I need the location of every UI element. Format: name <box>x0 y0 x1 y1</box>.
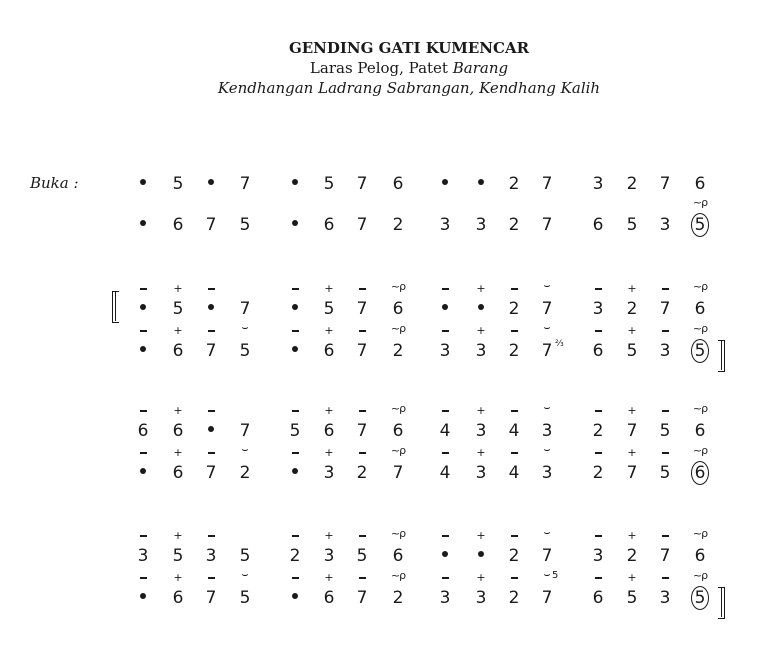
note-value: 5 <box>659 463 671 483</box>
rest-dot-icon <box>292 220 298 226</box>
note-value: 3 <box>592 546 604 566</box>
kempul-mark-icon: + <box>627 529 637 542</box>
kempul-mark-icon: + <box>627 571 637 584</box>
rest-note <box>283 299 307 319</box>
note-value: 3 <box>541 463 553 483</box>
note-value: 2 <box>289 546 301 566</box>
rest-note <box>283 174 307 194</box>
note-value: 3 <box>541 421 553 441</box>
gong-circled-note: 5 <box>691 586 709 610</box>
kempul-mark-icon: + <box>173 571 183 584</box>
kenong-mark-icon <box>131 572 155 584</box>
rest-dot-icon <box>140 220 146 226</box>
note-value: 7 <box>541 588 553 608</box>
kenong-mark-icon <box>433 572 457 584</box>
patet-name: Barang <box>452 59 509 77</box>
rest-note <box>131 341 155 361</box>
note-value: 7 <box>356 588 368 608</box>
note-value: 7 <box>239 299 251 319</box>
notation-row <box>0 158 768 198</box>
note-value: 4 <box>508 421 520 441</box>
kenong-mark-icon <box>586 530 610 542</box>
page-title: GENDING GATI KUMENCAR <box>288 39 530 57</box>
kempul-mark-icon: + <box>476 571 486 584</box>
note-value: 2 <box>508 299 520 319</box>
note-value: 6 <box>172 421 184 441</box>
kempul-mark-icon: + <box>476 324 486 337</box>
note-value: 6 <box>392 421 404 441</box>
note-value: 3 <box>475 421 487 441</box>
kenong-mark-icon <box>653 405 677 417</box>
rest-note <box>469 299 493 319</box>
note-value: 6 <box>323 341 335 361</box>
gong-mark-icon: ~ρ <box>692 322 708 335</box>
kempyang-mark-icon: ⌣ <box>241 321 249 334</box>
kempyang-mark-icon: ⌣ <box>543 321 551 334</box>
kenong-mark-icon <box>350 283 374 295</box>
gong-mark-icon: ~ρ <box>692 527 708 540</box>
gong-mark-icon: ~ρ <box>390 569 406 582</box>
note-value: 5 <box>323 174 335 194</box>
kenong-mark-icon <box>350 530 374 542</box>
note-value: 2 <box>626 299 638 319</box>
gong-mark-icon: ~ρ <box>390 444 406 457</box>
kempyang-mark-icon: ⌣ <box>543 443 551 456</box>
note-value: 6 <box>323 421 335 441</box>
rest-dot-icon <box>208 179 214 185</box>
note-value: 5 <box>239 341 251 361</box>
gong-mark-icon: ~ρ <box>390 402 406 415</box>
note-value: 3 <box>475 341 487 361</box>
buka-label: Buka : <box>30 174 79 192</box>
note-value <box>688 463 712 485</box>
note-value: 6 <box>172 341 184 361</box>
note-value: 7 <box>205 341 217 361</box>
kenong-mark-icon <box>586 283 610 295</box>
note-value: 3 <box>205 546 217 566</box>
note-value: 2 <box>392 588 404 608</box>
note-value: 5 <box>239 588 251 608</box>
rest-dot-icon <box>478 551 484 557</box>
kenong-mark-icon <box>131 405 155 417</box>
note-value: 7 <box>541 215 553 235</box>
rest-note <box>131 174 155 194</box>
note-value: 2 <box>626 546 638 566</box>
note-value: 5 <box>356 546 368 566</box>
kenong-mark-icon <box>283 530 307 542</box>
kenong-mark-icon <box>350 572 374 584</box>
kempyang-mark-icon: ⌣ <box>543 279 551 292</box>
note-value: 3 <box>592 299 604 319</box>
notation-row <box>0 443 768 487</box>
note-value: 3 <box>323 546 335 566</box>
gong-mark-icon: ~ρ <box>692 402 708 415</box>
kempul-mark-icon: + <box>476 446 486 459</box>
note-value: 2 <box>356 463 368 483</box>
note-value: 6 <box>592 588 604 608</box>
laras-patet <box>50 58 768 78</box>
kenong-mark-icon <box>199 572 223 584</box>
header <box>0 38 768 99</box>
kempul-mark-icon: + <box>173 324 183 337</box>
note-value: 3 <box>475 215 487 235</box>
repeat-close-bracket <box>718 340 725 372</box>
kempul-mark-icon: + <box>324 446 334 459</box>
note-value: 6 <box>172 215 184 235</box>
kenong-mark-icon <box>502 572 526 584</box>
note-value: 2 <box>508 174 520 194</box>
rest-dot-icon <box>292 468 298 474</box>
note-value <box>688 341 712 363</box>
kenong-mark-icon <box>653 283 677 295</box>
rest-note <box>433 174 457 194</box>
kenong-mark-icon <box>350 447 374 459</box>
note-value: 2 <box>508 341 520 361</box>
laras-text: Laras Pelog, Patet <box>309 59 453 77</box>
note-value: 2 <box>626 174 638 194</box>
note-annotation: 5 <box>552 570 559 581</box>
kenong-mark-icon <box>502 447 526 459</box>
kempyang-mark-icon: ⌣ <box>543 401 551 414</box>
note-value: 7 <box>239 174 251 194</box>
kempul-mark-icon: + <box>627 282 637 295</box>
note-value: 3 <box>475 588 487 608</box>
rest-dot-icon <box>292 593 298 599</box>
rest-note <box>131 299 155 319</box>
rest-dot-icon <box>140 304 146 310</box>
kenong-mark-icon <box>199 447 223 459</box>
gong-mark-icon: ~ρ <box>692 280 708 293</box>
kempul-mark-icon: + <box>627 324 637 337</box>
rest-dot-icon <box>140 179 146 185</box>
note-value: 3 <box>323 463 335 483</box>
note-value: 6 <box>392 174 404 194</box>
rest-note <box>283 588 307 608</box>
kenong-mark-icon <box>653 447 677 459</box>
note-value: 6 <box>172 463 184 483</box>
note-value: 5 <box>239 215 251 235</box>
note-value: 6 <box>323 588 335 608</box>
note-value: 5 <box>289 421 301 441</box>
rest-dot-icon <box>140 593 146 599</box>
kenong-mark-icon <box>653 325 677 337</box>
kempul-mark-icon: + <box>324 571 334 584</box>
gong-circled-note: 5 <box>691 213 709 237</box>
note-value: 6 <box>392 546 404 566</box>
kenong-mark-icon <box>433 530 457 542</box>
kempyang-mark-icon: ⌣ <box>241 443 249 456</box>
kenong-mark-icon <box>586 325 610 337</box>
note-value: 5 <box>172 299 184 319</box>
note-value: 7 <box>205 463 217 483</box>
repeat-open-bracket <box>112 291 119 323</box>
rest-dot-icon <box>140 468 146 474</box>
kenong-mark-icon <box>283 283 307 295</box>
kempul-mark-icon: + <box>324 529 334 542</box>
note-value: 7 <box>205 588 217 608</box>
note-value: 6 <box>137 421 149 441</box>
kendhangan-line: Kendhangan Ladrang Sabrangan, Kendhang Kalih <box>217 79 601 97</box>
note-value: 5 <box>172 174 184 194</box>
note-value: 3 <box>659 588 671 608</box>
gong-circled-note: 5 <box>691 339 709 363</box>
note-value: 3 <box>439 215 451 235</box>
kempul-mark-icon: + <box>476 404 486 417</box>
gong-mark-icon: ~ρ <box>692 569 708 582</box>
rest-note <box>131 215 155 235</box>
rest-note <box>433 546 457 566</box>
repeat-close-bracket <box>718 587 725 619</box>
gong-mark-icon: ~ρ <box>390 280 406 293</box>
kempul-mark-icon: + <box>476 282 486 295</box>
rest-note <box>199 421 223 441</box>
note-value: 5 <box>239 546 251 566</box>
note-value: 7 <box>541 299 553 319</box>
rest-note <box>469 546 493 566</box>
note-value <box>688 215 712 237</box>
kenong-mark-icon <box>350 405 374 417</box>
note-value: 6 <box>392 299 404 319</box>
note-value: 7 <box>205 215 217 235</box>
rest-dot-icon <box>442 551 448 557</box>
kenong-mark-icon <box>283 325 307 337</box>
rest-note <box>283 341 307 361</box>
notation-row <box>0 196 768 239</box>
note-value: 6 <box>694 546 706 566</box>
kenong-mark-icon <box>131 283 155 295</box>
kempul-mark-icon: + <box>173 404 183 417</box>
kenong-mark-icon <box>433 283 457 295</box>
rest-note <box>283 215 307 235</box>
note-value: 7 <box>356 215 368 235</box>
rest-note <box>131 463 155 483</box>
kempul-mark-icon: + <box>476 529 486 542</box>
notation-row <box>0 321 768 365</box>
gong-mark-icon: ~ρ <box>692 196 708 209</box>
note-value: 6 <box>694 421 706 441</box>
kenong-mark-icon <box>653 530 677 542</box>
note-value: 2 <box>508 215 520 235</box>
rest-note <box>469 174 493 194</box>
kempul-mark-icon: + <box>173 529 183 542</box>
kenong-mark-icon <box>199 405 223 417</box>
note-value <box>688 588 712 610</box>
note-value: 5 <box>626 215 638 235</box>
kenong-mark-icon <box>653 572 677 584</box>
note-value: 3 <box>475 463 487 483</box>
note-value: 2 <box>592 421 604 441</box>
kenong-mark-icon <box>586 405 610 417</box>
rest-dot-icon <box>478 304 484 310</box>
note-value: 6 <box>323 215 335 235</box>
kenong-mark-icon <box>283 447 307 459</box>
note-value: 2 <box>239 463 251 483</box>
gong-mark-icon: ~ρ <box>390 527 406 540</box>
note-value: 7 <box>659 174 671 194</box>
note-value: 5 <box>626 341 638 361</box>
kempyang-mark-icon: ⌣ <box>543 568 551 581</box>
kempul-mark-icon: + <box>324 324 334 337</box>
note-value: 6 <box>592 341 604 361</box>
note-value: 7 <box>626 421 638 441</box>
rest-dot-icon <box>208 426 214 432</box>
notation-row <box>0 526 768 570</box>
kempul-mark-icon: + <box>173 446 183 459</box>
note-value: 4 <box>508 463 520 483</box>
note-value: 6 <box>694 299 706 319</box>
kenong-mark-icon <box>131 447 155 459</box>
rest-note <box>199 174 223 194</box>
rest-dot-icon <box>292 179 298 185</box>
notation-row <box>0 568 768 612</box>
note-value: 6 <box>694 174 706 194</box>
kenong-mark-icon <box>131 530 155 542</box>
note-value: 4 <box>439 463 451 483</box>
kenong-mark-icon <box>502 283 526 295</box>
note-value: 7 <box>626 463 638 483</box>
kenong-mark-icon <box>283 572 307 584</box>
note-value: 3 <box>592 174 604 194</box>
note-value: 7 <box>356 174 368 194</box>
note-value: 7 <box>541 174 553 194</box>
note-value: 6 <box>592 215 604 235</box>
rest-note <box>199 299 223 319</box>
kenong-mark-icon <box>433 325 457 337</box>
kenong-mark-icon <box>283 405 307 417</box>
kenong-mark-icon <box>586 572 610 584</box>
kenong-mark-icon <box>199 325 223 337</box>
gong-mark-icon: ~ρ <box>692 444 708 457</box>
note-value: 3 <box>659 341 671 361</box>
note-value: 2 <box>592 463 604 483</box>
rest-dot-icon <box>140 346 146 352</box>
rest-dot-icon <box>208 304 214 310</box>
rest-dot-icon <box>442 304 448 310</box>
note-value: 2 <box>508 588 520 608</box>
kenong-mark-icon <box>502 325 526 337</box>
note-value: 7 <box>541 341 553 361</box>
kempul-mark-icon: + <box>173 282 183 295</box>
kenong-mark-icon <box>586 447 610 459</box>
notation-row <box>0 401 768 445</box>
kenong-mark-icon <box>350 325 374 337</box>
gong-circled-note: 6 <box>691 461 709 485</box>
note-value: 2 <box>392 341 404 361</box>
note-value: 3 <box>659 215 671 235</box>
note-value: 2 <box>508 546 520 566</box>
note-value: 6 <box>172 588 184 608</box>
note-value: 7 <box>239 421 251 441</box>
kempul-mark-icon: + <box>324 282 334 295</box>
rest-dot-icon <box>292 304 298 310</box>
note-value: 7 <box>356 421 368 441</box>
rest-dot-icon <box>478 179 484 185</box>
note-value: 7 <box>659 546 671 566</box>
rest-dot-icon <box>442 179 448 185</box>
kempul-mark-icon: + <box>324 404 334 417</box>
note-value: 5 <box>172 546 184 566</box>
note-value: 2 <box>392 215 404 235</box>
kenong-mark-icon <box>502 405 526 417</box>
kempul-mark-icon: + <box>627 404 637 417</box>
note-value: 7 <box>392 463 404 483</box>
rest-dot-icon <box>292 346 298 352</box>
kempyang-mark-icon: ⌣ <box>241 568 249 581</box>
kenong-mark-icon <box>199 530 223 542</box>
kempyang-mark-icon: ⌣ <box>543 526 551 539</box>
kenong-mark-icon <box>433 405 457 417</box>
note-value: 3 <box>439 341 451 361</box>
kenong-mark-icon <box>433 447 457 459</box>
note-value: 5 <box>323 299 335 319</box>
kenong-mark-icon <box>199 283 223 295</box>
note-value: 7 <box>356 341 368 361</box>
rest-note <box>283 463 307 483</box>
note-value: 4 <box>439 421 451 441</box>
note-annotation: ⅔ <box>555 339 564 349</box>
kenong-mark-icon <box>502 530 526 542</box>
note-value: 7 <box>356 299 368 319</box>
note-value: 5 <box>659 421 671 441</box>
kenong-mark-icon <box>131 325 155 337</box>
note-value: 3 <box>137 546 149 566</box>
rest-note <box>433 299 457 319</box>
rest-note <box>131 588 155 608</box>
note-value: 7 <box>659 299 671 319</box>
kempul-mark-icon: + <box>627 446 637 459</box>
note-value: 7 <box>541 546 553 566</box>
note-value: 5 <box>626 588 638 608</box>
gong-mark-icon: ~ρ <box>390 322 406 335</box>
note-value: 3 <box>439 588 451 608</box>
